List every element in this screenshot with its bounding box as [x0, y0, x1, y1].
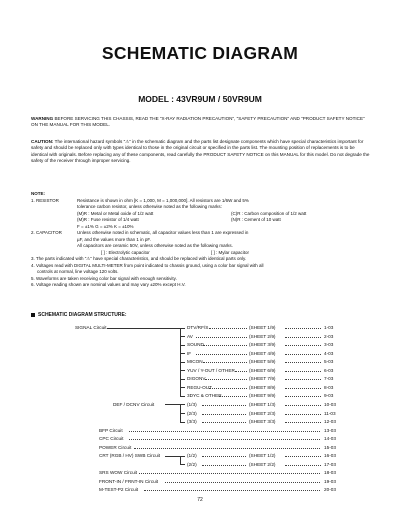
capacitor-line: Unless otherwise noted in schematic, all capacitor values less than 1 are expressed in [77, 230, 249, 235]
leader-dots [285, 456, 321, 457]
leader-dots [202, 465, 246, 466]
connector-line [180, 464, 185, 465]
leader-dots [129, 431, 320, 432]
signal-item-name: MICON [187, 359, 203, 365]
signal-item-sheet: (SHEET 9/9) [249, 393, 276, 399]
signal-item-name: DTV/RF/S [187, 325, 209, 330]
signal-circuit-label: SIGNAL Circuit [75, 325, 107, 330]
leader-dots [285, 337, 321, 338]
signal-item-sheet: (SHEET 1/9) [249, 325, 276, 330]
leader-dots [285, 465, 321, 466]
capacitor-mark: [ ] : Mylar capacitor [211, 249, 250, 255]
circuit-label: POWER Circuit [99, 444, 132, 450]
leader-dots [209, 388, 247, 389]
resistor-mark: (M)R : Fuse resistor of 1/4 watt [77, 217, 139, 222]
capacitor-label: 2. CAPACITOR [31, 230, 62, 235]
capacitor-line: µF, and the values more than 1 in pF. [77, 236, 151, 242]
connector-line [180, 456, 181, 465]
signal-item-name: IF [187, 350, 192, 356]
crt-item-page: 16-03 [324, 453, 336, 459]
circuit-label: CPC Circuit [99, 436, 124, 442]
crt-item-name: (1/2) [187, 453, 197, 459]
leader-dots [285, 345, 321, 346]
leader-dots [285, 328, 321, 329]
circuit-label: SRS WOW Circuit [99, 470, 138, 476]
leader-dots [285, 405, 321, 406]
leader-dots [129, 439, 320, 440]
circuit-label: BFP Circuit [99, 427, 123, 433]
signal-item-page: 3-03 [324, 342, 334, 348]
leader-dots [285, 362, 321, 363]
signal-item-page: 6-03 [324, 367, 334, 373]
connector-line [165, 404, 180, 405]
def-item-page: 10-03 [324, 401, 336, 407]
note-item-6: 6. Voltage reading shown are nominal values and may vary ±20% except H.V. [31, 282, 186, 287]
page-title: SCHEMATIC DIAGRAM [101, 43, 299, 63]
leader-dots [209, 328, 247, 329]
caution-text: The international hazard symbols "⚠" in the schematic diagram and the parts list designate components which have special characteristics important for safety and should be replaced only with types identical to those in the original circuit or specified in the parts list. The mounting position of replacements is to be identical with originals. Before replacing any of these components, read carefully the PRODUCT SAFETY NOTICE on this MANUAL for this model. Do not degrade the safety of the receiver through improper servicing. [31, 139, 370, 164]
capacitor-line: All capacitors are ceramic 50V, unless otherwise noted as the following marks. [77, 243, 233, 248]
leader-dots [285, 414, 321, 415]
def-item-page: 12-03 [324, 419, 336, 425]
leader-dots [144, 490, 320, 491]
signal-item-sheet: (SHEET 5/9) [249, 359, 276, 365]
connector-line [107, 328, 180, 329]
connector-line [180, 422, 185, 423]
def-circuit-label: DEF / DCNV Circuit [113, 401, 155, 407]
circuit-label: M-TEST-P2 Circuit [99, 487, 139, 493]
leader-dots [285, 354, 321, 355]
signal-item-page: 7-03 [324, 376, 334, 382]
caution-label: CAUTION: [31, 139, 54, 144]
circuit-page: 13-03 [324, 427, 336, 433]
circuit-page: 15-03 [324, 444, 336, 450]
signal-item-sheet: (SHEET 4/9) [249, 350, 276, 356]
warning-label: WARNING [31, 116, 54, 121]
signal-item-name: DIGONV [187, 376, 206, 382]
leader-dots [235, 371, 247, 372]
resistor-mark: (M)R : Metal or Metal oxide of 1/2 watt [77, 210, 154, 216]
leader-dots [203, 362, 248, 363]
signal-item-name: AV [187, 333, 193, 339]
leader-dots [202, 456, 246, 457]
leader-dots [285, 371, 321, 372]
leader-dots [285, 379, 321, 380]
crt-circuit-label: CRT (RGB / HV) SWB Circuit [99, 453, 161, 459]
leader-dots [205, 379, 247, 380]
signal-item-name: YUV / Y-OUT / OTHER [187, 367, 235, 373]
signal-item-name: SOUND [187, 342, 204, 348]
capacitor-mark: [ ] : Electrolytic capacitor [101, 249, 150, 255]
signal-item-page: 9-03 [324, 393, 334, 399]
signal-item-sheet: (SHEET 3/9) [249, 342, 276, 348]
leader-dots [196, 354, 247, 355]
circuit-page: 19-03 [324, 478, 336, 484]
resistor-line: F = ±1% G = ±2% K = ±10% [77, 223, 134, 229]
signal-item-page: 5-03 [324, 359, 334, 365]
signal-item-name: REGU-OUT [187, 384, 212, 390]
model-heading: MODEL : 43VR9UM / 50VR9UM [138, 94, 262, 104]
resistor-mark: (C)R : Carbon composition of 1/2 watt [231, 210, 307, 216]
note-item-5: 5. Waveforms are taken receiving color bar signal with enough sensitivity. [31, 275, 177, 281]
signal-item-name: 3DYC & OTHER [187, 393, 222, 399]
circuit-label: FRONT-IN / FRNT-IN Circuit [99, 478, 159, 484]
warning-text: BEFORE SERVICING THIS CHASSIS, READ THE "X-RAY RADIATION PRECAUTION", "SAFETY PRECAUTION" AND "PRODUCT SAFETY NOTICE" ON THE MANUAL FOR THIS MODEL. [31, 116, 365, 128]
resistor-line: Resistance is shown in ohm [K = 1,000, M = 1,000,000]. All resistors are 1/6W and 5% [77, 197, 249, 203]
leader-dots [285, 422, 321, 423]
def-item-sheet: (SHEET 2/3) [249, 410, 276, 416]
connector-line [180, 404, 181, 421]
signal-item-page: 8-03 [324, 384, 334, 390]
crt-item-page: 17-03 [324, 461, 336, 467]
circuit-page: 18-03 [324, 470, 336, 476]
resistor-mark: (N)R : Cement of 10 watt [231, 217, 281, 222]
resistor-label: 1. RESISTOR [31, 197, 59, 203]
note-item-4b: controls at normal, line voltage 120 volts. [37, 269, 119, 274]
leader-dots [202, 414, 246, 415]
leader-dots [134, 448, 320, 449]
signal-item-sheet: (SHEET 6/9) [249, 367, 276, 373]
leader-dots [165, 482, 320, 483]
leader-dots [285, 396, 321, 397]
signal-item-sheet: (SHEET 7/9) [249, 376, 276, 382]
signal-item-sheet: (SHEET 8/9) [249, 384, 276, 390]
note-item-3: 3. The parts indicated with "⚠" have special characteristics, and should be replaced with identical parts only. [31, 256, 247, 261]
crt-item-sheet: (SHEET 2/2) [249, 461, 276, 467]
def-item-sheet: (SHEET 1/3) [249, 401, 276, 407]
leader-dots [203, 345, 248, 346]
resistor-line: tolerance carbon resistor, unless otherwise noted as the following marks: [77, 204, 222, 209]
leader-dots [285, 388, 321, 389]
leader-dots [202, 405, 246, 406]
connector-line [165, 456, 180, 457]
structure-heading-text: SCHEMATIC DIAGRAM STRUCTURE: [38, 312, 127, 318]
leader-dots [202, 422, 246, 423]
signal-item-page: 4-03 [324, 350, 334, 356]
def-item-name: (1/3) [187, 401, 197, 407]
def-item-sheet: (SHEET 3/3) [249, 419, 276, 425]
def-item-name: (3/3) [187, 419, 197, 425]
signal-item-page: 2-03 [324, 333, 334, 339]
circuit-page: 14-03 [324, 436, 336, 442]
def-item-page: 11-03 [324, 410, 336, 416]
connector-line [180, 396, 185, 397]
connector-line [180, 328, 181, 396]
signal-item-sheet: (SHEET 2/9) [249, 333, 276, 339]
leader-dots [196, 337, 247, 338]
page-number: 72 [197, 497, 203, 503]
def-item-name: (2/3) [187, 410, 197, 416]
leader-dots [139, 473, 320, 474]
leader-dots [219, 396, 247, 397]
circuit-page: 20-03 [324, 487, 336, 493]
crt-item-name: (2/2) [187, 461, 197, 467]
note-item-4: 4. Voltages read with DIGITAL MULTI-METER from point indicated to chassis ground, using a color bar signal with all [31, 262, 264, 268]
notes-heading: NOTE: [31, 191, 45, 196]
signal-item-page: 1-03 [324, 325, 334, 330]
crt-item-sheet: (SHEET 1/2) [249, 453, 276, 459]
